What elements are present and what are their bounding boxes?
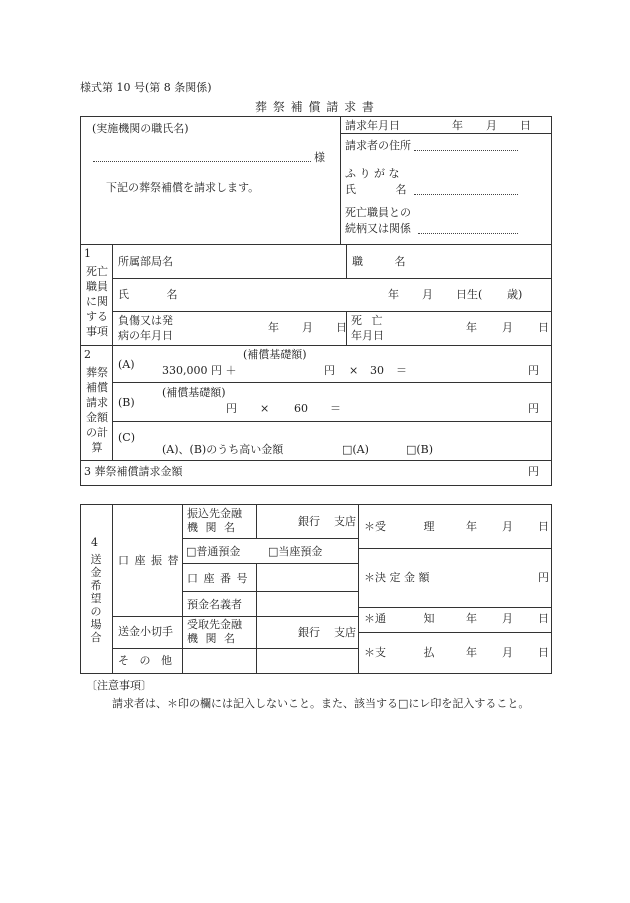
sama-label: 様: [314, 151, 325, 164]
bank-label-2: 機 関 名: [187, 521, 235, 534]
section4-side-label: 送金希望の場合: [90, 553, 102, 644]
furigana-label: ふ り が な: [345, 167, 400, 180]
recv-bank-label-1: 受取先金融: [187, 618, 242, 631]
post-label: 職 名: [352, 255, 406, 268]
option-a-checkbox[interactable]: □(A): [342, 443, 369, 456]
option-b-checkbox[interactable]: □(B): [406, 443, 434, 456]
birth-label: 日生(: [456, 288, 483, 301]
bank-label-1: 振込先金融: [187, 507, 242, 520]
relation-label-2: 続柄又は関係: [345, 222, 411, 235]
calc-b-label: (B): [118, 396, 135, 409]
calc-b-days: 60: [294, 402, 308, 415]
injury-label-1: 負傷又は発: [118, 314, 173, 327]
account-number-label: 口 座 番 号: [187, 572, 249, 585]
calc-a-days: 30: [370, 364, 384, 377]
futsu-checkbox[interactable]: □普通預金: [186, 545, 241, 558]
deceased-name-label: 氏 名: [118, 288, 178, 301]
section2-side-label: 葬祭 補償 請求 金額 の計 算: [86, 366, 108, 454]
touza-checkbox[interactable]: □当座預金: [268, 545, 323, 558]
account-holder-label: 預金名義者: [187, 598, 242, 611]
claimant-name-label: 氏 名: [345, 183, 407, 196]
section1-side-label: 死亡 職員 に関 する 事項: [86, 265, 108, 338]
section4-number: 4: [91, 536, 98, 549]
decided-amount-label: ＊決 定 金 額: [364, 571, 430, 584]
form-number: 様式第 10 号(第 8 条関係): [80, 81, 212, 94]
section1-number: 1: [84, 247, 91, 260]
address-label: 請求者の住所: [345, 139, 411, 152]
calc-c-label: (C): [118, 431, 135, 444]
account-transfer-label: 口 座 振 替: [118, 554, 180, 567]
relation-label-1: 死亡職員との: [345, 206, 411, 219]
total-claim-label: 3 葬祭補償請求金額: [84, 465, 183, 478]
calc-c-text: (A)、(B)のうち高い金額: [162, 443, 284, 456]
other-label: そ の 他: [118, 654, 172, 667]
calc-b-basic-label: (補償基礎額): [162, 386, 226, 399]
recv-bank-label-2: 機 関 名: [187, 632, 235, 645]
notes-title: 〔注意事項〕: [86, 679, 152, 692]
calc-a-label: (A): [118, 358, 135, 371]
age-label: 歳): [507, 288, 523, 301]
injury-label-2: 病の年月日: [118, 329, 173, 342]
section2-number: 2: [84, 348, 91, 361]
form-title: 葬 祭 補 償 請 求 書: [255, 100, 375, 114]
receipt-label: ＊受 理: [364, 520, 435, 533]
claim-date-label: 請求年月日: [345, 119, 400, 132]
death-label-2: 年月日: [351, 329, 384, 342]
check-label: 送金小切手: [118, 625, 173, 638]
notes-text: 請求者は、＊印の欄には記入しないこと。また、該当する□にレ印を記入すること。: [112, 697, 530, 710]
request-text: 下記の葬祭補償を請求します。: [106, 181, 260, 194]
agency-label: (実施機関の職氏名): [92, 122, 189, 135]
dept-label: 所属部局名: [118, 255, 173, 268]
calc-a-basic-label: (補償基礎額): [243, 348, 307, 361]
payment-label: ＊支 払: [364, 646, 435, 659]
calc-a-amount: 330,000 円 ＋: [162, 364, 237, 377]
death-label-1: 死 亡: [351, 314, 383, 327]
notice-label: ＊通 知: [364, 612, 435, 625]
